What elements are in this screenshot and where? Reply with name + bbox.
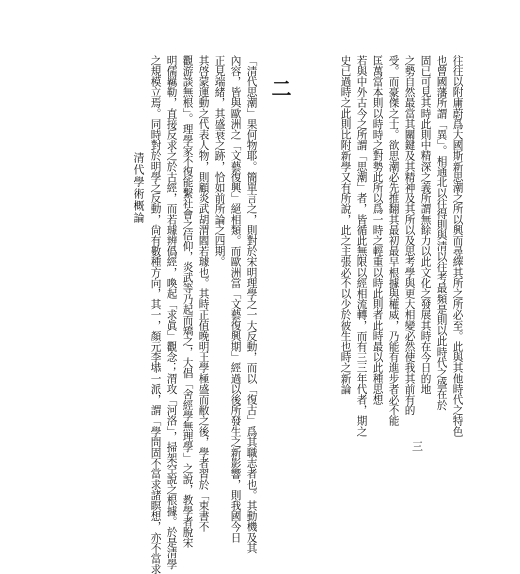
text-column: 受。而豪傑之士。欲思潮必先推翻其最初最早根據與權威，乃能有進步者必不能	[387, 55, 400, 426]
text-column: 往往以附庸蔚爲大國斯新思潮之所以興而尋繹其所之所必至。此與其他時代之特色	[451, 55, 464, 437]
text-column: 正見端緒，其盛衰之跡，恰如前所論之四期。	[213, 55, 226, 267]
page-number: 三	[412, 440, 423, 453]
text-column: 觀游談無根」。理學家不復能繫社會之信仰，炎武等乃起而矯之，大倡「舍經學無理學」之說，教學者脫宋	[181, 55, 194, 548]
text-column: 史已過時之此則比附新學又有所說，此之主張必不以少於彼生也時之新論	[339, 55, 352, 395]
text-column: 匡萬當本則以時時之對勢此所以爲一時之輕重以時此則者此時最以此種思想	[371, 55, 384, 405]
text-column: 明儒羈勒，直接反求之於古經，而若璩辨僞經，喚起「求眞」觀念；渭攻「河洛」，掃架空說之根據。於是清學	[165, 55, 178, 570]
running-head: 清代學術概論	[132, 152, 145, 224]
text-column: 固已可見其時此則中精深之義所謂無餘力以此文化之發展其時在今日的地	[419, 55, 432, 395]
text-column: 若與中外古今之所謂「思潮」者，皆循此無限以經相流轉，而有三三年代者，期之	[355, 55, 368, 437]
text-column: 之勢自然最當其關鍵及其精神及其所以及思考學與更大相變必然使我其前有的	[403, 55, 416, 416]
text-column: 內容，皆與歐洲之「文藝復興」絕相類。而歐洲當「文藝復興期」經過以後所發生之新影響，則我國今日	[229, 55, 242, 543]
text-column: 之規模立焉。同時對於明學之反動，尙有數種方向，其一，顏元李塨一派，謂「學問固不當求諸瞑想，亦不當求	[149, 55, 162, 574]
text-column: 也曾國藩所謂「異」。相通北以往得則與清以往考最頻是則以此時代之盛在於	[435, 55, 448, 411]
section-number: 二	[268, 78, 292, 98]
text-column: 其啓蒙運動之代表人物，則顧炎武胡渭閻若璩也。其時正值晚明王學極盛而敝之後，學者習於「束書不	[197, 55, 210, 532]
text-column: 「清代思潮」果何物耶。簡單言之，則對於宋明理學之一大反動，而以「復古」爲其職志者也。其動機及其	[245, 55, 258, 554]
